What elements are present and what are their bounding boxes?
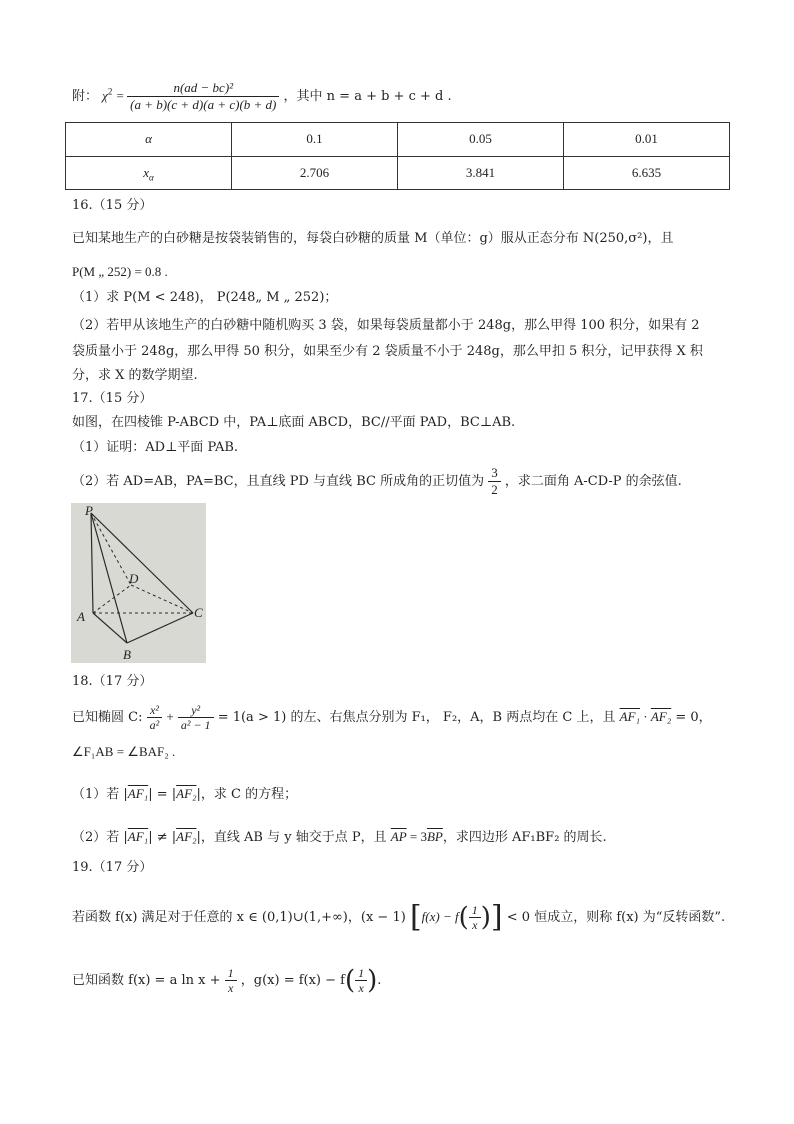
chi-symbol: χ [102, 88, 108, 103]
vector-af2: AF₂ [650, 709, 672, 724]
q18-part-2 [72, 827, 607, 848]
q16-line-6: 分，求 X 的数学期望. [72, 368, 198, 383]
dot-operator: · [640, 709, 651, 724]
dot-result: = 0， [671, 710, 712, 725]
q18-part-1-end: |，求 C 的方程； [196, 787, 298, 802]
q18-title: 18.（17 分） [72, 674, 153, 689]
q19-line-2-start: 已知函数 f(x) = a ln x + [72, 973, 221, 988]
q19-line-1-end: < 0 恒成立，则称 f(x) 为“反转函数”. [506, 910, 726, 925]
chi-denominator: (a + b)(c + d)(a + c)(b + d) [130, 97, 277, 112]
edge-dc [131, 585, 193, 613]
q18-line-2: ∠F₁AB = ∠BAF₂ . [72, 744, 176, 759]
edge-bc [127, 613, 193, 643]
reciprocal-fraction [469, 903, 481, 932]
table-cell: 3.841 [398, 156, 564, 190]
q19-line-2-mid: ，g(x) = f(x) − f [240, 973, 345, 988]
equals: = [116, 88, 128, 103]
table-cell: 0.05 [398, 123, 564, 157]
q16-line-4: （2）若甲从该地生产的白砂糖中随机购买 3 袋，如果每袋质量都小于 248g，那么甲得 100 积分，如果有 2 [72, 318, 700, 333]
table-cell [66, 156, 232, 190]
g-reciprocal-denominator: x [358, 981, 364, 995]
ellipse-y-term [178, 703, 214, 732]
vector-af2: AF₂ [176, 829, 197, 844]
q18-line-1-mid: = 1(a > 1) 的左、右焦点分别为 F₁， F₂，A，B 两点均在 C 上，且 [217, 710, 616, 725]
table-cell: 2.706 [232, 156, 398, 190]
table-cell: α [66, 123, 232, 157]
vector-bp: $\overline{BP}$ [426, 829, 443, 844]
q18-line-1 [72, 703, 712, 732]
g-reciprocal-fraction [355, 966, 367, 995]
q16-line-2: P(M „ 252) = 0.8 . [72, 264, 168, 279]
q19-line-1: 若函数 f(x) 满足对于任意的 x ∈ (0,1)∪(1,+∞)，(x − 1) [f(x) − f( $\frac{1}{x}$ )] < 0 恒成立，则称 f(x) 为“反转函数”. [72, 899, 726, 935]
table-cell: 0.01 [564, 123, 730, 157]
q16-line-5: 袋质量小于 248g，那么甲得 50 积分，如果至少有 2 袋质量不小于 248g，那么甲扣 5 积分，记甲获得 X 积 [72, 344, 703, 359]
x-term-numerator: x² [147, 703, 163, 718]
q17-line-1: 如图，在四棱锥 P-ABCD 中，PA⊥底面 ABCD，BC//平面 PAD，BC⊥AB. [72, 415, 516, 430]
q17-line-3 [72, 465, 682, 498]
q18-part-1-start: （1）若 | [72, 787, 128, 802]
y-term-denominator: a² − 1 [180, 718, 211, 732]
equal-abs: | = | [148, 787, 177, 802]
edge-pa [91, 513, 93, 613]
g-reciprocal-numerator: 1 [355, 966, 367, 981]
q18-part-2-start: （2）若 | [72, 830, 128, 845]
label-a: A [77, 609, 85, 624]
q17-line-2: （1）证明：AD⊥平面 PAB. [72, 440, 239, 455]
tangent-fraction [488, 465, 501, 498]
q18-part-2-end: ，求四边形 AF₁BF₂ 的周长. [442, 830, 607, 845]
ellipse-x-term [147, 703, 163, 732]
vector-ap: $\overline{AP}$ [390, 829, 407, 844]
appendix-prefix: 附： [72, 89, 99, 104]
table-row [66, 123, 730, 157]
label-c: C [194, 605, 203, 620]
one-over-x-numerator: 1 [225, 966, 237, 981]
q18-part-1 [72, 784, 297, 805]
x-alpha-subscript: α [149, 172, 154, 183]
one-over-x [225, 966, 237, 995]
plus-sign: + [166, 709, 174, 724]
reciprocal-denominator: x [472, 918, 478, 932]
table-cell: 6.635 [564, 156, 730, 190]
reciprocal-numerator: 1 [469, 903, 481, 918]
not-equal-abs: | ≠ | [148, 830, 177, 845]
q19-line-1-start: 若函数 f(x) 满足对于任意的 x ∈ (0,1)∪(1,+∞)，(x − 1) [72, 910, 406, 925]
vector-af2: AF₂ [176, 786, 197, 801]
pyramid-figure [71, 503, 206, 663]
vector-af1: AF₁ [127, 786, 149, 801]
appendix-where: ，其中 n = a + b + c + d . [283, 89, 452, 104]
one-over-x-denominator: x [227, 981, 234, 995]
q18-part-2-mid: |，直线 AB 与 y 轴交于点 P，且 [196, 830, 387, 845]
edge-pb [91, 513, 127, 643]
vector-af1: AF₁ [127, 829, 149, 844]
chi-exponent: 2 [107, 86, 113, 97]
q16-line-1: 已知某地生产的白砂糖是按袋装销售的，每袋白砂糖的质量 M（单位：g）服从正态分布 N(250,σ²)，且 [72, 231, 674, 246]
edge-pd [91, 513, 131, 585]
edge-pc [91, 513, 193, 613]
tangent-denominator: 2 [491, 482, 498, 497]
q19-line-2: 已知函数 f(x) = a ln x + $\frac{1}{x}$ ，g(x) = f(x) − f( $\frac{1}{x}$ ). [72, 965, 382, 996]
x-alpha-symbol: x [143, 164, 150, 180]
bracket-expression: f(x) − f [421, 909, 459, 924]
chi-fraction [127, 80, 279, 113]
q18-line-1-start: 已知椭圆 C: [72, 710, 143, 725]
critical-value-table [65, 122, 730, 190]
q16-title: 16.（15 分） [72, 198, 153, 213]
table-row [66, 156, 730, 190]
x-term-denominator: a² [149, 718, 160, 732]
equals-three: = 3 [406, 829, 427, 844]
q17-title: 17.（15 分） [72, 391, 153, 406]
tangent-numerator: 3 [488, 465, 501, 482]
pyramid-diagram [71, 503, 206, 663]
q16-line-3: （1）求 P(M < 248)， P(248„ M „ 252)； [72, 290, 338, 305]
label-d: D [129, 571, 139, 586]
q17-line-3-tail: ，求二面角 A-CD-P 的余弦值. [504, 474, 682, 489]
vector-af1: AF₁ [619, 709, 640, 724]
table-cell: 0.1 [232, 123, 398, 157]
label-p: P [85, 503, 93, 518]
y-term-numerator: y² [178, 703, 214, 718]
appendix-formula [72, 80, 452, 113]
chi-numerator: n(ad − bc)² [127, 80, 279, 97]
q19-title: 19.（17 分） [72, 860, 153, 875]
edge-ab [93, 613, 127, 643]
label-b: B [123, 647, 131, 662]
q17-line-3-text: （2）若 AD=AB，PA=BC，且直线 PD 与直线 BC 所成角的正切值为 [72, 474, 485, 489]
q19-line-2-end: . [377, 973, 382, 988]
